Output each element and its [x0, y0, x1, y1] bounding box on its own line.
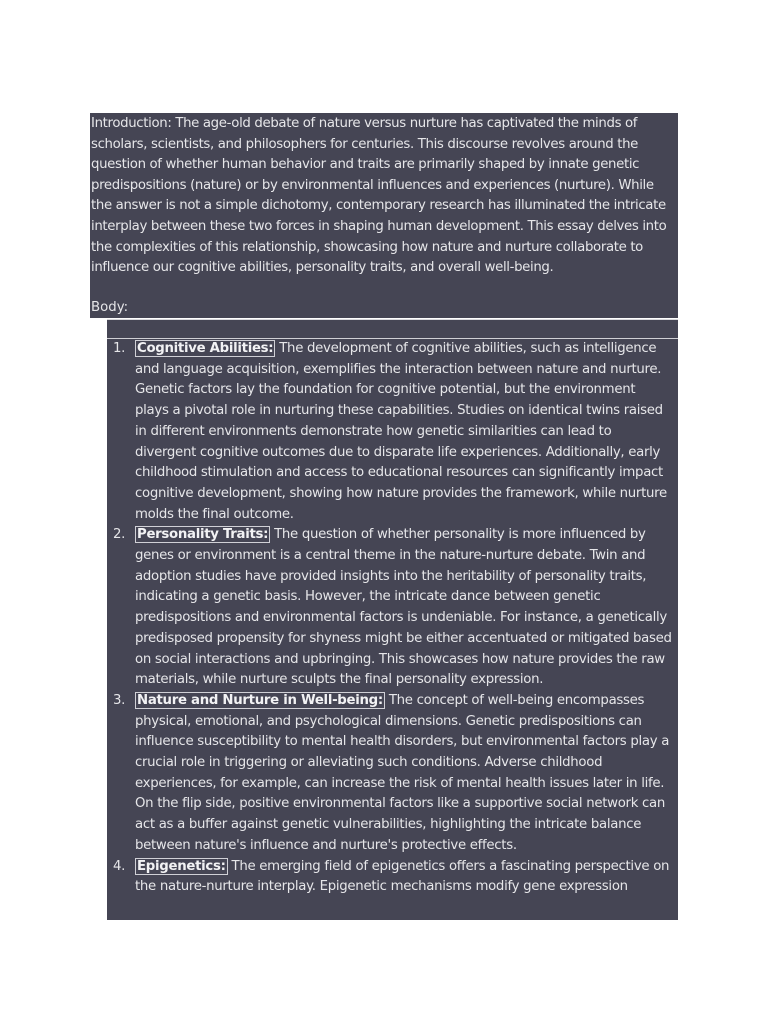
body-heading: Body: [91, 300, 129, 315]
list-number: 4. [113, 858, 126, 874]
item-text: The development of cognitive abilities, such as intelligence and language acquisition, exemplifies the interaction between nature and nurture. Genetic factors lay the foundation for cognitive potential, but the environment plays a pivotal role in nurturing these capabilities. Studies on identical twins raised in different environments demonstrate how genetic similarities can lead to divergent cognitive outcomes due to disparate life experiences. Additionally, early childhood stimulation and access to educational resources can significantly impact cognitive development, showing how nature provides the framework, while nurture molds the final outcome. [135, 341, 667, 522]
list-item-well-being [113, 691, 678, 857]
term-well-being: Nature and Nurture in Well-being: [137, 692, 383, 708]
item-text: The concept of well-being encompasses physical, emotional, and psychological dimensions. Genetic predispositions can influence susceptibility to mental health disorders, but environmental factors play a crucial role in triggering or alleviating such conditions. Adverse childhood experiences, for example, can increase the risk of mental health issues later in life. On the flip side, positive environmental factors like a supportive social network can act as a buffer against genetic vulnerabilities, highlighting the intricate balance between nature's influence and nurture's protective effects. [135, 692, 670, 853]
item-text: The question of whether personality is more influenced by genes or environment is a central theme in the nature-nurture debate. Twin and adoption studies have provided insights into the heritability of personality traits, indicating a genetic basis. However, the intricate dance between genetic predispositions and environmental factors is undeniable. For instance, a genetically predisposed propensity for shyness might be either accentuated or mitigated based on social interactions and upbringing. This showcases how nature provides the raw materials, while nurture sculpts the final personality expression. [135, 527, 672, 688]
list-number: 3. [113, 692, 126, 708]
list-number: 2. [113, 527, 126, 543]
list-number: 1. [113, 341, 126, 356]
list-item-personality-traits [113, 525, 678, 691]
term-personality-traits: Personality Traits: [137, 527, 269, 543]
topics-list [107, 339, 678, 898]
term-cognitive-abilities: Cognitive Abilities: [137, 341, 274, 356]
intro-paragraph: Introduction: The age-old debate of nature versus nurture has captivated the minds of scholars, scientists, and philosophers for centuries. This discourse revolves around the question of whether human behavior and traits are primarily shaped by innate genetic predispositions (nature) or by environmental influences and experiences (nurture). While the answer is not a simple dichotomy, contemporary research has illuminated the intricate interplay between these two forces in shaping human development. This essay delves into the complexities of this relationship, showcasing how nature and nurture collaborate to influence our cognitive abilities, personality traits, and overall well-being. [91, 116, 667, 276]
list-item-cognitive-abilities [113, 339, 678, 525]
list-item-epigenetics [113, 857, 678, 898]
item-text: The emerging field of epigenetics offers a fascinating perspective on the nature-nurture interplay. Epigenetic mechanisms modify gene expression [135, 858, 670, 895]
term-epigenetics: Epigenetics: [137, 858, 226, 874]
